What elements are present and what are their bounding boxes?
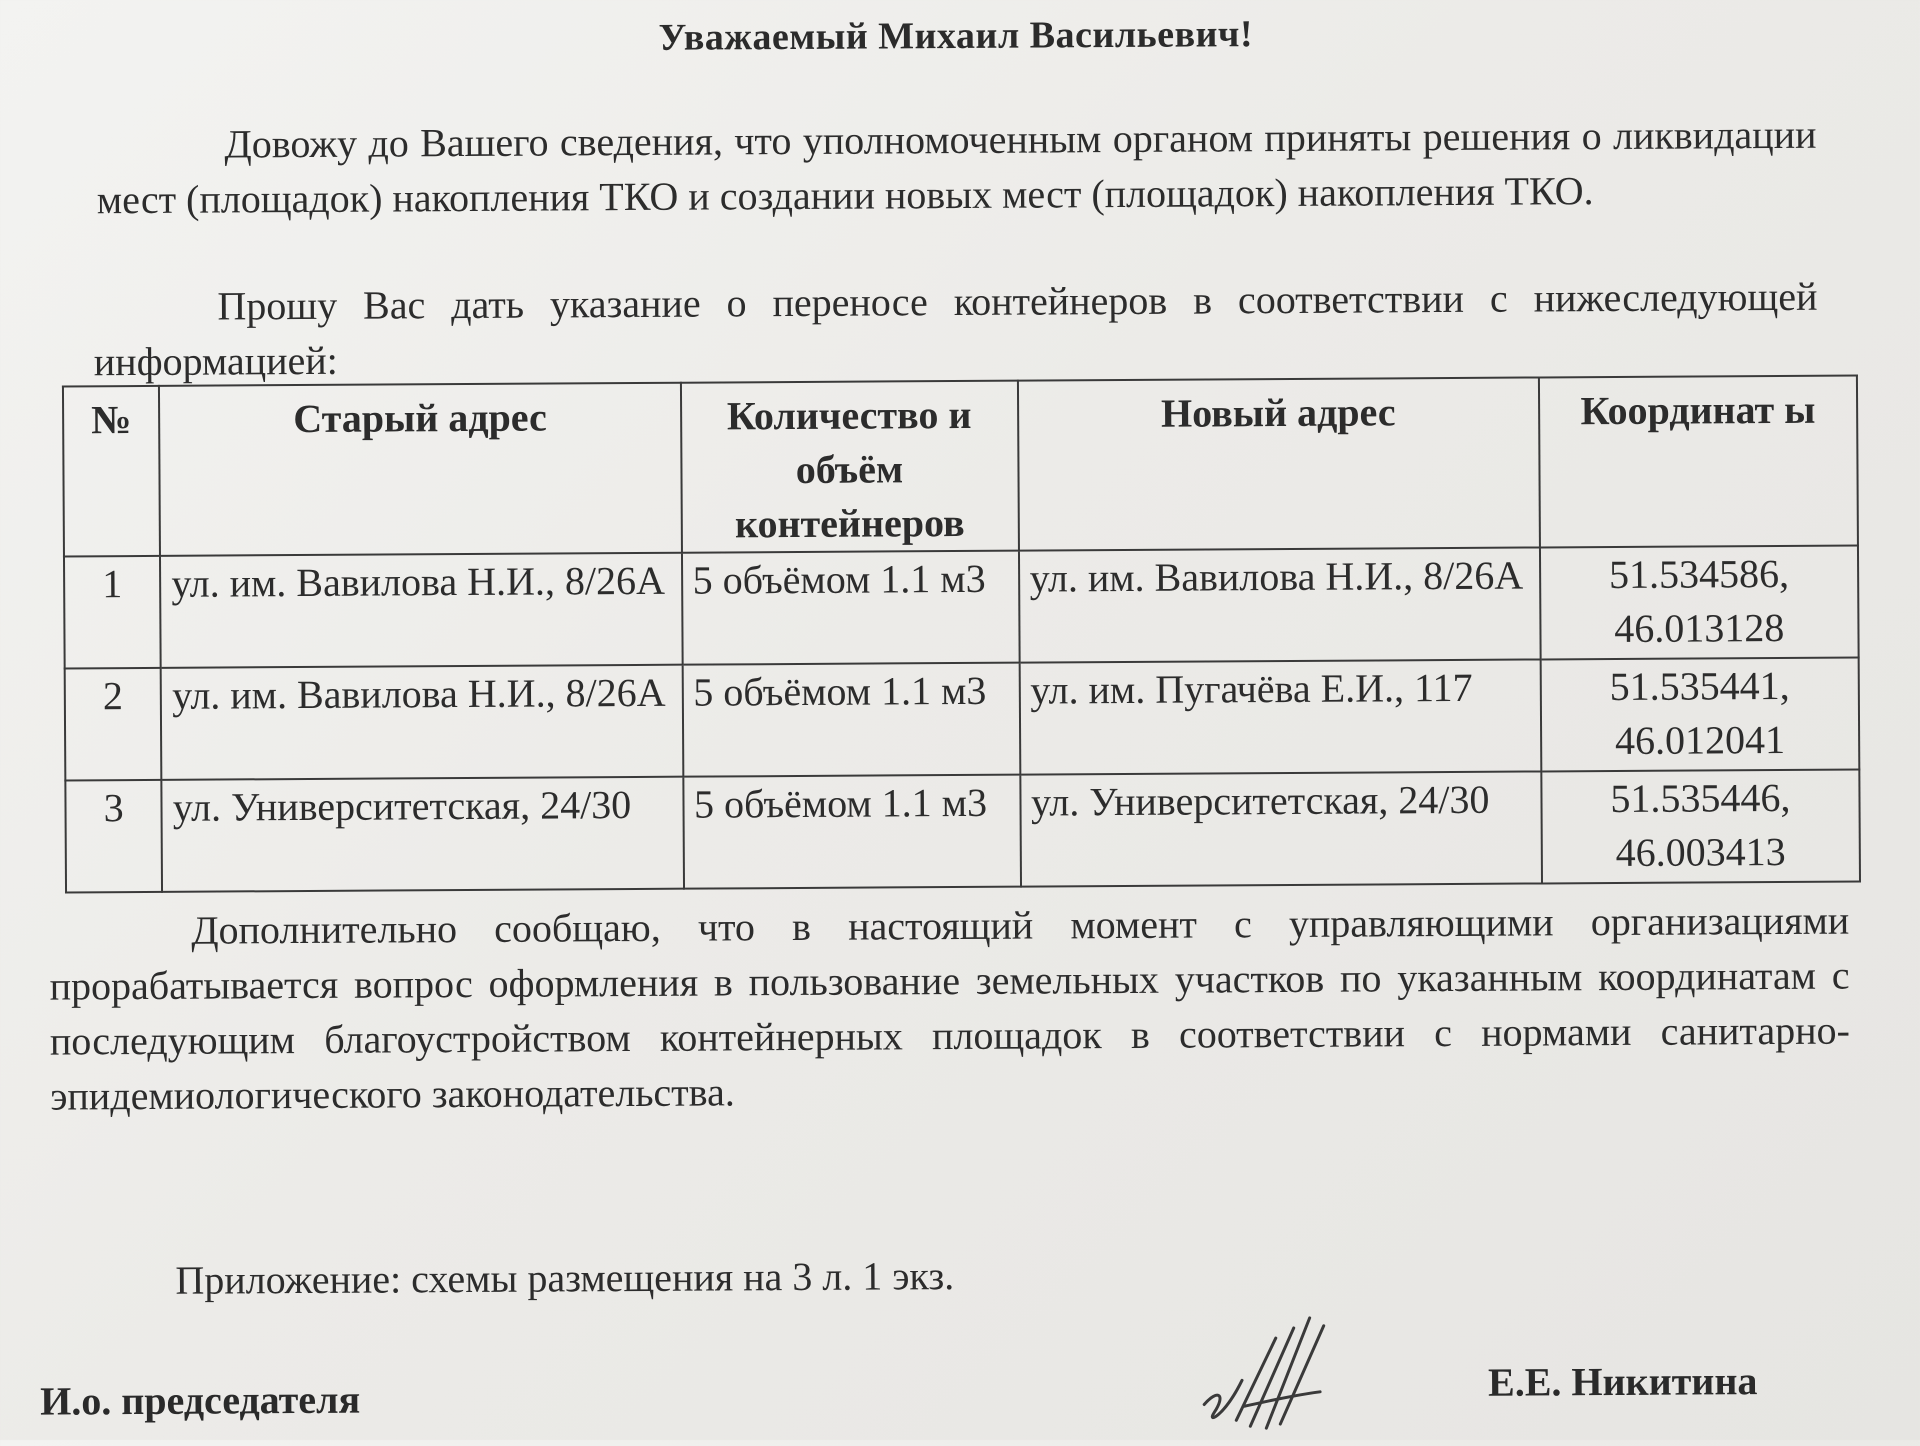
- row-old-address: ул. Университетская, 24/30: [162, 777, 684, 892]
- table-row: [64, 546, 1859, 669]
- header-new-address: Новый адрес: [1017, 377, 1539, 550]
- row-new-address: ул. им. Пугачёва Е.И., 117: [1019, 659, 1541, 774]
- row-coordinates: 51.535441, 46.012041: [1540, 658, 1859, 772]
- header-coordinates: Координат ы: [1539, 376, 1858, 548]
- row-quantity: 5 объёмом 1.1 м3: [683, 775, 1021, 889]
- row-quantity: 5 объёмом 1.1 м3: [681, 551, 1019, 665]
- header-number: №: [63, 386, 160, 557]
- handwritten-signature: [1184, 1308, 1355, 1439]
- row-old-address: ул. им. Вавилова Н.И., 8/26А: [161, 665, 683, 780]
- row-old-address: ул. им. Вавилова Н.И., 8/26А: [160, 553, 682, 668]
- table-row: [65, 658, 1860, 781]
- attachment-note: Приложение: схемы размещения на 3 л. 1 экз.: [175, 1253, 955, 1303]
- row-coordinates: 51.534586, 46.013128: [1540, 546, 1859, 660]
- header-old-address: Старый адрес: [159, 383, 681, 556]
- paragraph-request: Прошу Вас дать указание о переносе контейнеров в соответствии с нижеследующей информацией:: [93, 273, 1818, 385]
- row-number: 1: [64, 556, 161, 669]
- row-number: 3: [65, 780, 162, 893]
- signer-position: И.о. председателя: [40, 1376, 361, 1424]
- paragraph-notice: Довожу до Вашего сведения, что уполномоченным органом приняты решения о ликвидации мест (площадок) накопления ТКО и создании новых мест (площадок) накопления ТКО.: [96, 111, 1817, 223]
- containers-table: [62, 375, 1861, 894]
- row-quantity: 5 объёмом 1.1 м3: [682, 663, 1020, 777]
- row-coordinates: 51.535446, 46.003413: [1541, 770, 1860, 884]
- row-new-address: ул. им. Вавилова Н.И., 8/26А: [1018, 547, 1540, 662]
- row-number: 2: [65, 668, 162, 781]
- table-header-row: [63, 376, 1858, 557]
- table-row: [65, 770, 1860, 893]
- row-new-address: ул. Университетская, 24/30: [1020, 771, 1542, 886]
- header-quantity: Количество и объём контейнеров: [680, 381, 1018, 553]
- paragraph-additional-info: Дополнительно сообщаю, что в настоящий момент с управляющими организациями прорабатывается вопрос оформления в пользование земельных участков по указанным координатам с последующим благоустройством контейнерных площадок в соответствии с нормами санитарно-эпидемиологического законодательства.: [49, 897, 1851, 1119]
- signer-name: Е.Е. Никитина: [1487, 1358, 1758, 1405]
- salutation: Уважаемый Михаил Васильевич!: [658, 13, 1254, 59]
